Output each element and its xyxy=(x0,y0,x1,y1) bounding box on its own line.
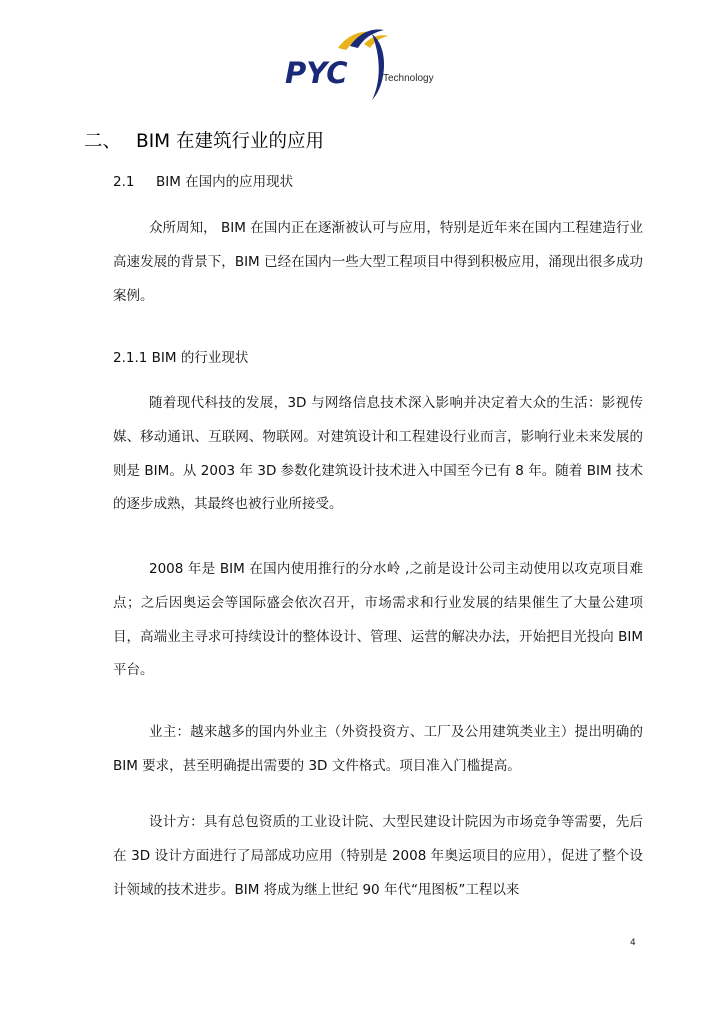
paragraph-3: 2008 年是 BIM 在国内使用推行的分水岭 ,之前是设计公司主动使用以攻克项目难点；之后因奥运会等国际盛会依次召开，市场需求和行业发展的结果催生了大量公建项目，高端业主寻求可持续设计的整体设计、管理、运营的解决办法，开始把目光投向 BIM 平台。 xyxy=(113,561,643,679)
section-number: 二、 xyxy=(84,131,122,152)
page-number: 4 xyxy=(630,938,636,948)
paragraph-4: 业主：越来越多的国内外业主（外资投资方、工厂及公用建筑类业主）提出明确的 BIM 要求，甚至明确提出需要的 3D 文件格式。项目准入门槛提高。 xyxy=(113,724,643,774)
paragraph-1: 众所周知， BIM 在国内正在逐渐被认可与应用，特别是近年来在国内工程建造行业高速发展的背景下，BIM 已经在国内一些大型工程项目中得到积极应用，涌现出很多成功案例。 xyxy=(113,220,643,304)
logo-tagline: Technology xyxy=(383,73,434,84)
section-title: BIM 在建筑行业的应用 xyxy=(136,131,324,152)
logo-text: PYC xyxy=(285,56,348,90)
section-heading xyxy=(84,127,324,153)
paragraph-5: 设计方：具有总包资质的工业设计院、大型民建设计院因为市场竞争等需要，先后在 3D 设计方面进行了局部成功应用（特别是 2008 年奥运项目的应用），促进了整个设计领域的技术进步。BIM 将成为继上世纪 90 年代“甩图板”工程以来 xyxy=(113,814,643,898)
subsection-heading xyxy=(113,170,293,190)
subsection-number: 2.1 xyxy=(113,174,135,190)
paragraph-2: 随着现代科技的发展，3D 与网络信息技术深入影响并决定着大众的生活：影视传媒、移动通讯、互联网、物联网。对建筑设计和工程建设行业而言，影响行业未来发展的则是 BIM。从 2003 年 3D 参数化建筑设计技术进入中国至今已有 8 年。随着 BIM 技术的逐步成熟，其最终也被行业所接受。 xyxy=(113,395,643,513)
company-logo xyxy=(280,26,460,108)
subsubsection-heading: 2.1.1 BIM 的行业现状 xyxy=(113,350,249,366)
subsection-title: BIM 在国内的应用现状 xyxy=(156,174,294,190)
